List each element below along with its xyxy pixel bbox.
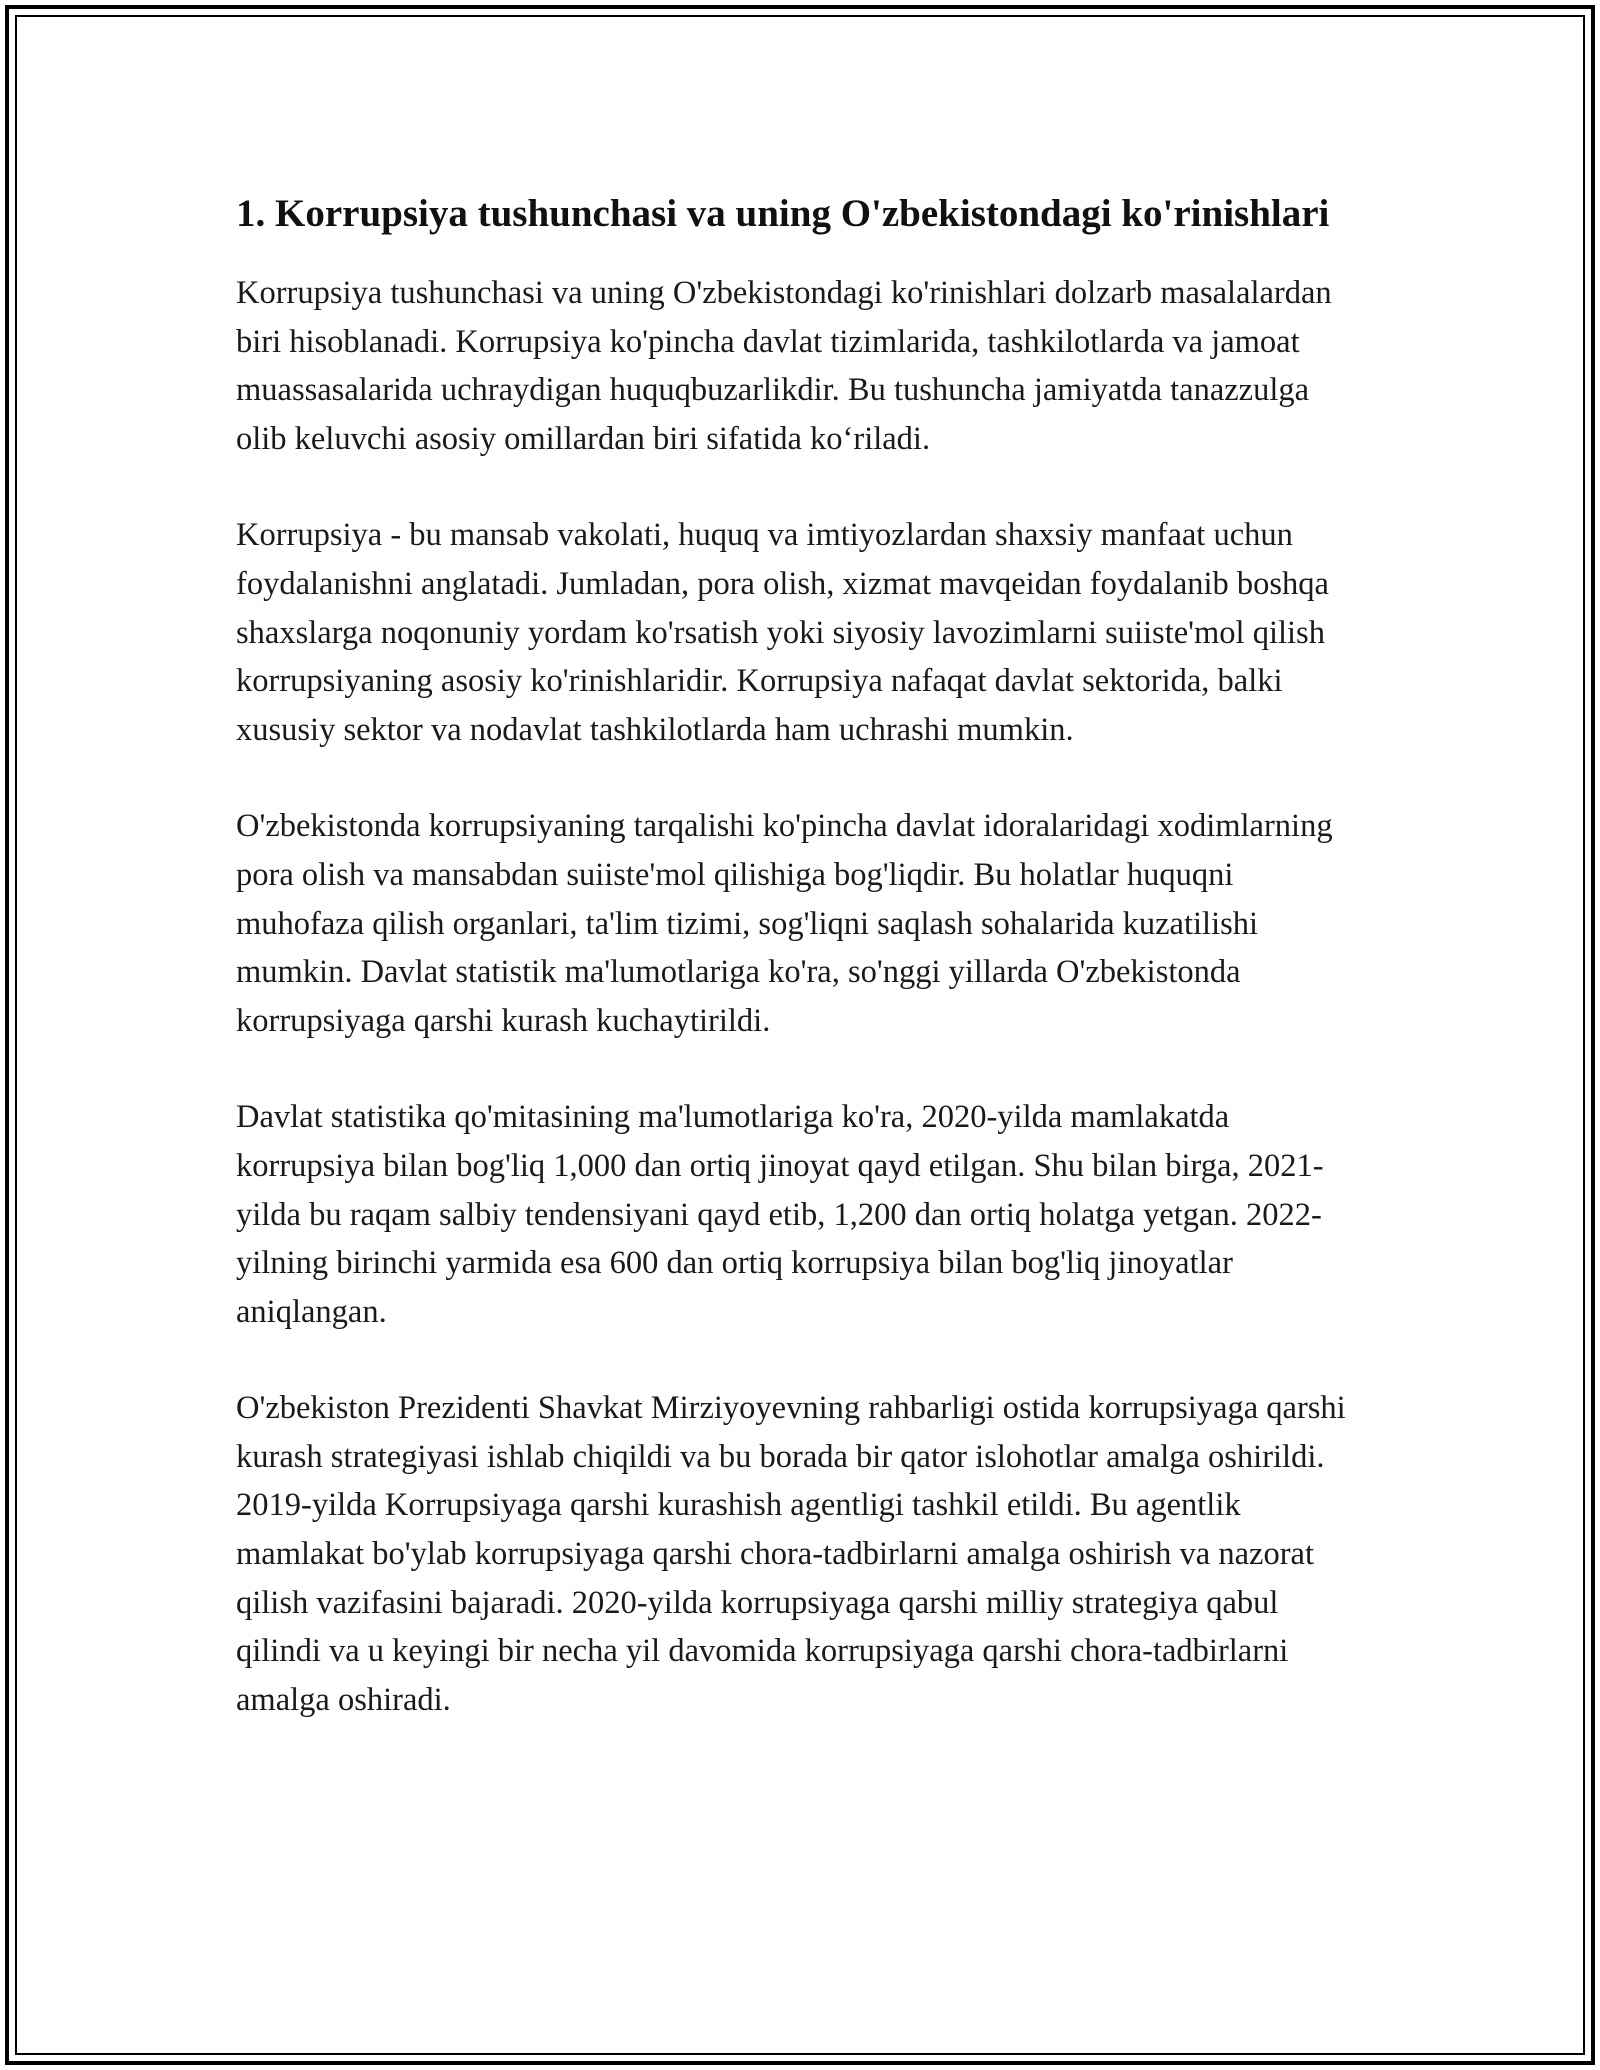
document-body xyxy=(236,186,1366,1772)
section-heading: 1. Korrupsiya tushunchasi va uning O'zbekistondagi ko'rinishlari xyxy=(236,192,1330,235)
paragraph-2: Korrupsiya - bu mansab vakolati, huquq va imtiyozlardan shaxsiy manfaat uchun foydalanishni anglatadi. Jumladan, pora olish, xizmat mavqeidan foydalanib boshqa shaxslarga noqonuniy yordam ko'rsatish yoki siyosiy lavozimlarni suiiste'mol qilish korrupsiyaning asosiy ko'rinishlaridir. Korrupsiya nafaqat davlat sektorida, balki xususiy sektor va nodavlat tashkilotlarda ham uchrashi mumkin. xyxy=(236,517,1329,748)
paragraph-3: O'zbekistonda korrupsiyaning tarqalishi ko'pincha davlat idoralaridagi xodimlarning pora olish va mansabdan suiiste'mol qilishiga bog'liqdir. Bu holatlar huquqni muhofaza qilish organlari, ta'lim tizimi, sog'liqni saqlash sohalarida kuzatilishi mumkin. Davlat statistik ma'lumotlariga ko'ra, so'nggi yillarda O'zbekistonda korrupsiyaga qarshi kurash kuchaytirildi. xyxy=(236,808,1333,1039)
paragraph-4: Davlat statistika qo'mitasining ma'lumotlariga ko'ra, 2020-yilda mamlakatda korrupsiya bilan bog'liq 1,000 dan ortiq jinoyat qayd etilgan. Shu bilan birga, 2021-yilda bu raqam salbiy tendensiyani qayd etib, 1,200 dan ortiq holatga yetgan. 2022-yilning birinchi yarmida esa 600 dan ortiq korrupsiya bilan bog'liq jinoyatlar aniqlangan. xyxy=(236,1099,1324,1330)
paragraph-5: O'zbekiston Prezidenti Shavkat Mirziyoyevning rahbarligi ostida korrupsiyaga qarshi kurash strategiyasi ishlab chiqildi va bu borada bir qator islohotlar amalga oshirildi. 2019-yilda Korrupsiyaga qarshi kurashish agentligi tashkil etildi. Bu agentlik mamlakat bo'ylab korrupsiyaga qarshi chora-tadbirlarni amalga oshirish va nazorat qilish vazifasini bajaradi. 2020-yilda korrupsiyaga qarshi milliy strategiya qabul qilindi va u keyingi bir necha yil davomida korrupsiyaga qarshi chora-tadbirlarni amalga oshiradi. xyxy=(236,1390,1346,1718)
paragraph-1: Korrupsiya tushunchasi va uning O'zbekistondagi ko'rinishlari dolzarb masalalardan biri hisoblanadi. Korrupsiya ko'pincha davlat tizimlarida, tashkilotlarda va jamoat muassasalarida uchraydigan huquqbuzarlikdir. Bu tushuncha jamiyatda tanazzulga olib keluvchi asosiy omillardan biri sifatida ko‘riladi. xyxy=(236,275,1332,457)
